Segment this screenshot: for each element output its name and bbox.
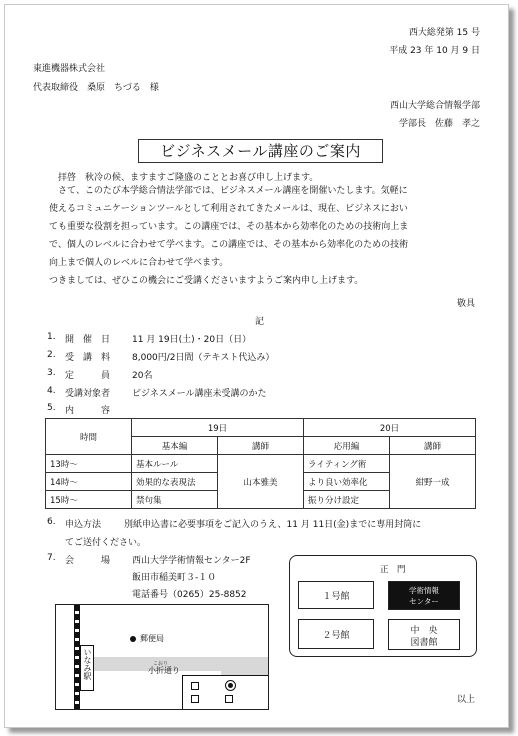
post-office-label: 郵便局 bbox=[140, 634, 164, 643]
central-library bbox=[388, 619, 460, 650]
body-line: ても重要な役割を担っています。この講座では、その基本から効率化のための技術向上ま bbox=[49, 222, 409, 232]
recipient-person: 代表取締役 桑原 ちづる 様 bbox=[33, 83, 159, 93]
station-label: いなみ駅 bbox=[83, 648, 92, 680]
instructor-cell: 山本雅美 bbox=[218, 455, 304, 509]
item-num: 4. bbox=[47, 386, 56, 396]
day2-header: 20日 bbox=[304, 419, 476, 437]
street-label: 小折通り bbox=[148, 666, 180, 675]
applied-cell: より良い効率化 bbox=[304, 473, 390, 491]
mini-building-icon bbox=[225, 695, 233, 703]
time-cell: 13時～ bbox=[46, 455, 132, 473]
venue-address: 飯田市稲美町３-１０ bbox=[132, 573, 217, 583]
body-line: 使えるコミュニケーションツールとして利用されてきたメールは、現在、ビジネスにおい bbox=[49, 204, 408, 214]
campus-mini bbox=[182, 675, 269, 710]
item-label: 内 容 bbox=[65, 406, 111, 416]
schedule-table bbox=[45, 418, 476, 509]
item-label: 会 場 bbox=[65, 556, 111, 566]
time-cell: 15時～ bbox=[46, 491, 132, 509]
applied-cell: 振り分け設定 bbox=[304, 491, 390, 509]
area-map bbox=[55, 604, 269, 710]
item-label: 受講対象者 bbox=[65, 389, 111, 399]
info-center-label-1: 学術情報 bbox=[409, 586, 439, 595]
item-value: ビジネスメール講座未受講のかた bbox=[132, 389, 267, 399]
body-line: で、個人のレベルに合わせて学べます。この講座では、その基本から効率化のための技術 bbox=[49, 240, 409, 250]
item-num: 3. bbox=[47, 368, 56, 378]
station-box bbox=[80, 645, 94, 691]
library-label-2: 図書館 bbox=[410, 638, 438, 648]
basic-cell: 効果的な表現法 bbox=[132, 473, 218, 491]
greeting: 拝啓 秋冷の候、ますますご隆盛のこととお喜び申し上げます。 bbox=[58, 173, 319, 183]
item-label: 受 講 料 bbox=[65, 353, 111, 363]
venue-phone: 電話番号（0265）25-8852 bbox=[132, 590, 247, 600]
street-ruby: こおり bbox=[153, 661, 169, 667]
item-num: 1. bbox=[47, 332, 56, 342]
venue-name: 西山大学学術情報センター2F bbox=[132, 556, 251, 566]
mini-building-icon bbox=[191, 682, 199, 690]
item-num: 7. bbox=[47, 553, 56, 563]
instructor-header: 講師 bbox=[218, 437, 304, 455]
sender-person: 学部長 佐藤 孝之 bbox=[398, 119, 480, 129]
info-center bbox=[388, 581, 460, 610]
instructor-header: 講師 bbox=[390, 437, 476, 455]
mini-building-icon bbox=[191, 695, 199, 703]
body-line: さて、このたび本学総合情法学部では、ビジネスメール講座を開催いたします。気軽に bbox=[58, 186, 408, 196]
time-header: 時間 bbox=[46, 419, 132, 455]
library-label-1: 中 央 bbox=[410, 626, 438, 636]
end-mark: 以上 bbox=[456, 695, 475, 705]
gate-label: 正 門 bbox=[380, 565, 406, 575]
doc-date: 平成 23 年 10 月 9 日 bbox=[389, 46, 480, 56]
basic-header: 基本編 bbox=[132, 437, 218, 455]
table-row bbox=[46, 455, 476, 473]
item-value: 11 月 19日(土)・20日（日） bbox=[132, 335, 252, 345]
document-page bbox=[4, 4, 509, 728]
item-num: 5. bbox=[47, 403, 56, 413]
basic-cell: 基本ルール bbox=[132, 455, 218, 473]
body-line: つきましては、ぜひこの機会にご受講くださいますようご案内申し上げます。 bbox=[49, 276, 364, 286]
building-2-label: ２号館 bbox=[322, 631, 350, 641]
item-value: 別紙申込書に必要事項をご記入のうえ、11 月 11日(金)までに専用封筒に bbox=[124, 520, 422, 530]
body-line: 向上まで個人のレベルに合わせて学べます。 bbox=[49, 258, 229, 268]
building-1-label: １号館 bbox=[322, 592, 350, 602]
item-value-cont: てご送付ください。 bbox=[65, 538, 147, 548]
item-label: 申込方法 bbox=[65, 520, 102, 530]
closing: 敬具 bbox=[456, 299, 475, 309]
item-num: 2. bbox=[47, 350, 56, 360]
basic-cell: 禁句集 bbox=[132, 491, 218, 509]
post-office-icon bbox=[130, 636, 136, 642]
time-cell: 14時～ bbox=[46, 473, 132, 491]
mini-center-icon bbox=[225, 680, 236, 691]
doc-number: 西大総発第 15 号 bbox=[408, 28, 480, 38]
instructor-cell: 紺野一成 bbox=[390, 455, 476, 509]
document-title: ビジネスメール講座のご案内 bbox=[138, 139, 383, 163]
item-value: 20名 bbox=[132, 371, 153, 381]
ki-mark: 記 bbox=[255, 317, 265, 327]
info-center-label-2: センター bbox=[409, 597, 439, 606]
building-1 bbox=[298, 581, 374, 609]
applied-header: 応用編 bbox=[304, 437, 390, 455]
item-label: 定 員 bbox=[65, 371, 111, 381]
day1-header: 19日 bbox=[132, 419, 304, 437]
item-value: 8,000円/2日間（テキスト代込み） bbox=[132, 353, 275, 363]
applied-cell: ライティング術 bbox=[304, 455, 390, 473]
sender-org: 西山大学総合情報学部 bbox=[389, 101, 480, 111]
recipient-company: 東進機器株式会社 bbox=[33, 64, 106, 74]
item-label: 開 催 日 bbox=[65, 335, 111, 345]
item-num: 6. bbox=[47, 517, 56, 527]
building-2 bbox=[298, 619, 374, 649]
campus-map bbox=[289, 555, 477, 657]
